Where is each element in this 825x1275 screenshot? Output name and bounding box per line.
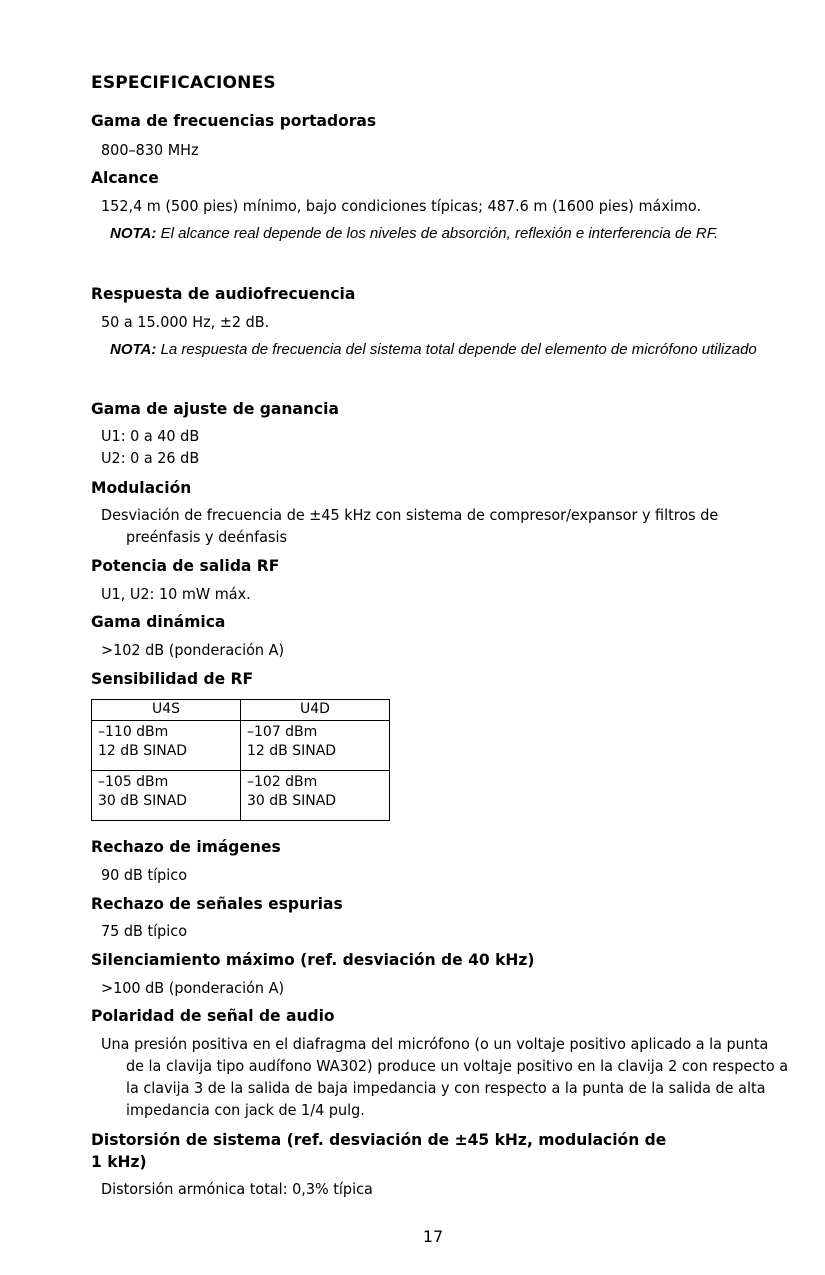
heading-dynamic-range: Gama dinámica — [91, 612, 226, 631]
cell-sinad: 30 dB SINAD — [247, 793, 337, 809]
table-cell — [241, 771, 390, 821]
value-system-distortion: Distorsión armónica total: 0,3% típica — [101, 1180, 373, 1198]
note-audio-response — [110, 338, 800, 361]
value-carrier-frequency: 800–830 MHz — [101, 141, 199, 159]
heading-ultimate-quieting: Silenciamiento máximo (ref. desviación de 40 kHz) — [91, 950, 535, 969]
heading-system-distortion: Distorsión de sistema (ref. desviación de ±45 kHz, modulación de — [91, 1130, 667, 1149]
value-range: 152,4 m (500 pies) mínimo, bajo condiciones típicas; 487.6 m (1600 pies) máximo. — [101, 197, 702, 215]
table-row — [92, 771, 390, 821]
note-label: NOTA: — [110, 341, 157, 358]
table-cell — [92, 721, 241, 771]
heading-audio-response: Respuesta de audiofrecuencia — [91, 284, 356, 303]
note-text: El alcance real depende de los niveles de absorción, reflexión e interferencia de RF. — [160, 225, 719, 242]
cell-sinad: 12 dB SINAD — [98, 743, 188, 759]
heading-modulation: Modulación — [91, 478, 192, 497]
value-dynamic-range: >102 dB (ponderación A) — [101, 641, 285, 659]
heading-rf-power: Potencia de salida RF — [91, 556, 280, 575]
cell-dbm: –110 dBm — [98, 724, 169, 740]
note-label: NOTA: — [110, 225, 157, 242]
column-header-u4d: U4D — [241, 700, 390, 721]
value-audio-polarity: Una presión positiva en el diafragma del micrófono (o un voltaje positivo aplicado a la punta de la clavija tipo audífono WA302) produce un voltaje positivo en la clavija 2 con respecto a la clavija 3 de la salida de baja impedancia y con respecto a la punta de la salida de alta impedancia con jack de 1/4 pulg. — [101, 1035, 789, 1119]
cell-dbm: –107 dBm — [247, 724, 318, 740]
heading-audio-polarity: Polaridad de señal de audio — [91, 1006, 335, 1025]
heading-range: Alcance — [91, 168, 159, 187]
value-ultimate-quieting: >100 dB (ponderación A) — [101, 979, 285, 997]
rf-sensitivity-table — [91, 699, 390, 821]
heading-spurious-rejection: Rechazo de señales espurias — [91, 894, 343, 913]
cell-dbm: –105 dBm — [98, 774, 169, 790]
heading-gain-range: Gama de ajuste de ganancia — [91, 399, 339, 418]
page-title: ESPECIFICACIONES — [91, 73, 276, 93]
table-cell — [241, 721, 390, 771]
value-audio-response: 50 a 15.000 Hz, ±2 dB. — [101, 313, 270, 331]
note-range — [110, 222, 800, 245]
cell-sinad: 30 dB SINAD — [98, 793, 188, 809]
table-header-row — [92, 700, 390, 721]
page-number: 17 — [422, 1227, 444, 1246]
value-spurious-rejection: 75 dB típico — [101, 922, 188, 940]
value-modulation: Desviación de frecuencia de ±45 kHz con sistema de compresor/expansor y filtros de preénfasis y deénfasis — [101, 506, 719, 546]
value-image-rejection: 90 dB típico — [101, 866, 188, 884]
column-header-u4s: U4S — [92, 700, 241, 721]
table-cell — [92, 771, 241, 821]
note-text: La respuesta de frecuencia del sistema total depende del elemento de micrófono utilizado — [160, 341, 757, 358]
value-gain-u2: U2: 0 a 26 dB — [101, 449, 200, 467]
cell-sinad: 12 dB SINAD — [247, 743, 337, 759]
value-gain-u1: U1: 0 a 40 dB — [101, 427, 200, 445]
heading-rf-sensitivity: Sensibilidad de RF — [91, 669, 254, 688]
heading-system-distortion-line2: 1 kHz) — [91, 1152, 147, 1171]
value-rf-power: U1, U2: 10 mW máx. — [101, 585, 251, 603]
table-row — [92, 721, 390, 771]
heading-image-rejection: Rechazo de imágenes — [91, 837, 281, 856]
heading-carrier-frequency: Gama de frecuencias portadoras — [91, 111, 377, 130]
cell-dbm: –102 dBm — [247, 774, 318, 790]
